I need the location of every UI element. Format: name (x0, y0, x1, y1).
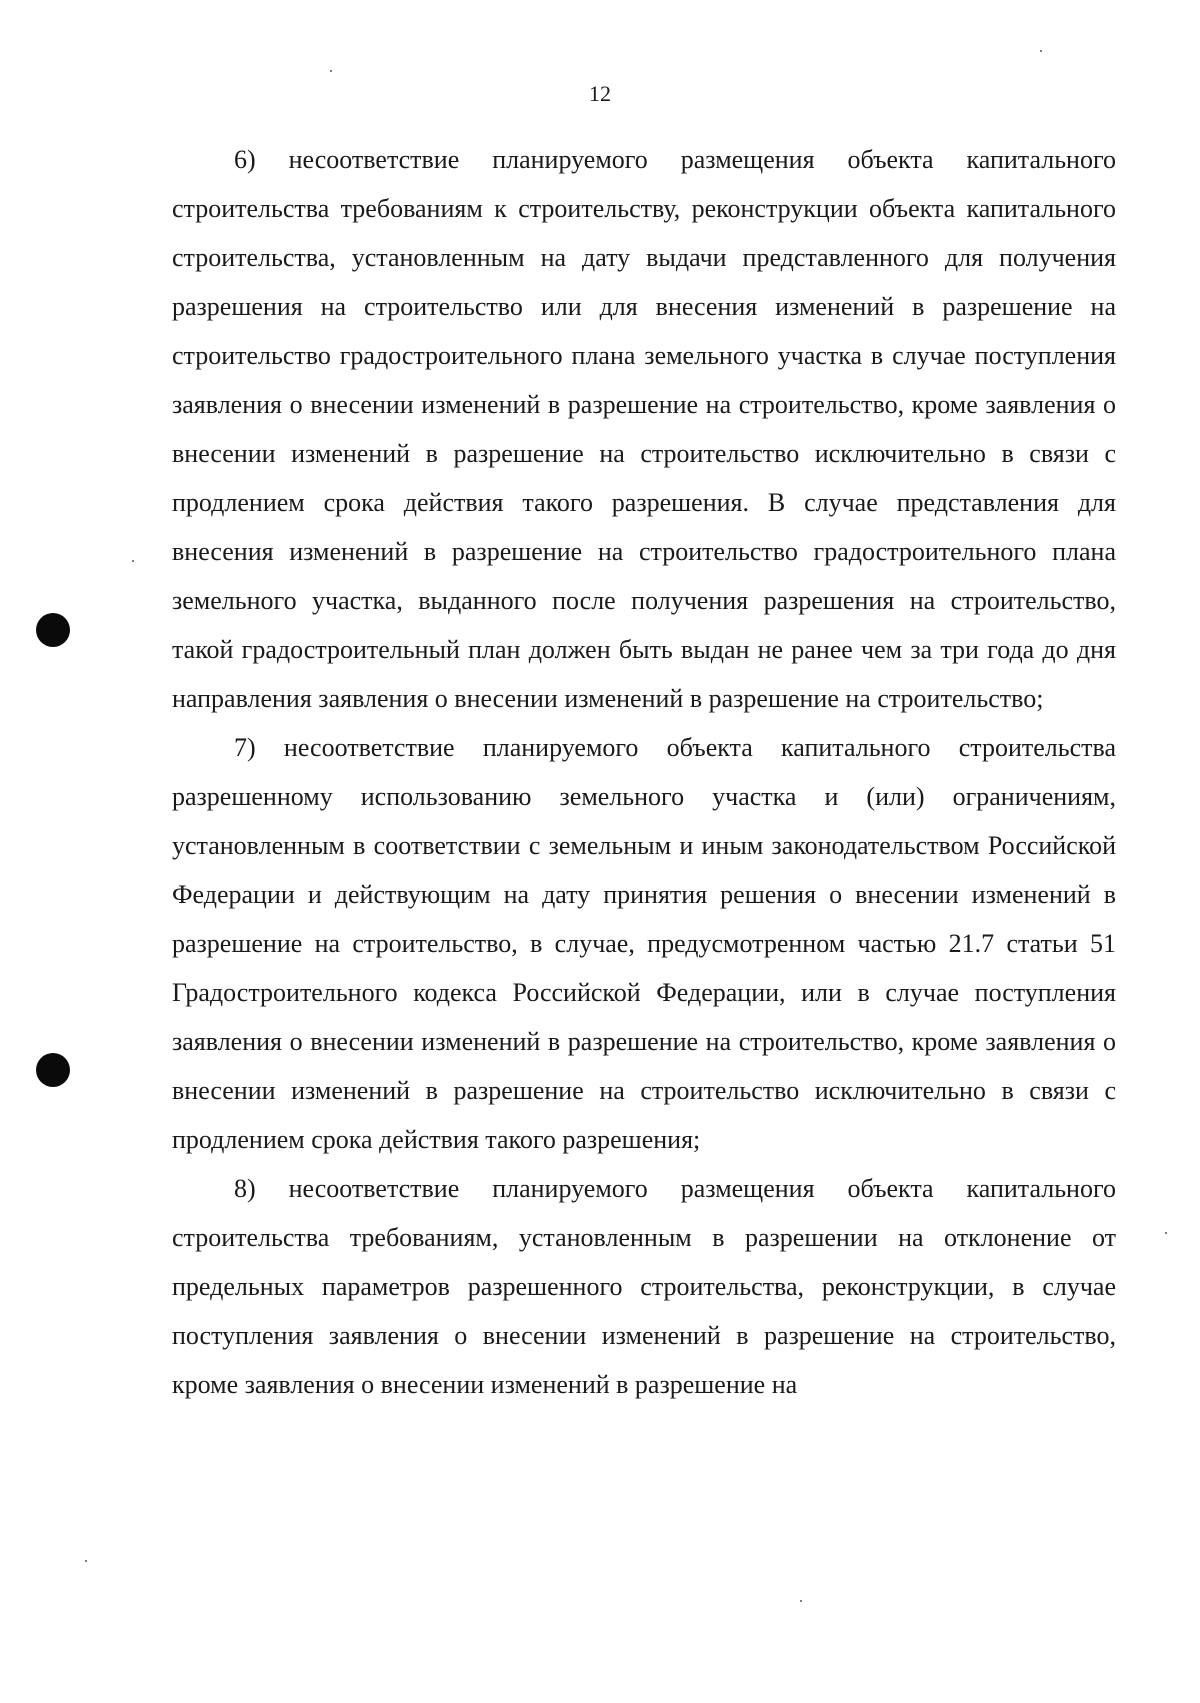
paragraph-item-7: 7) несоответствие планируемого объекта капитального строительства разрешенному использованию земельного участка и (или) ограничениям, установленным в соответствии с земельным и иным законодательством Российской Федерации и действующим на дату принятия решения о внесении изменений в разрешение на строительство, в случае, предусмотренном частью 21.7 статьи 51 Градостроительного кодекса Российской Федерации, или в случае поступления заявления о внесении изменений в разрешение на строительство, кроме заявления о внесении изменений в разрешение на строительство исключительно в связи с продлением срока действия такого разрешения; (172, 733, 1116, 1154)
scan-speck (1040, 50, 1042, 52)
paragraph-item-8: 8) несоответствие планируемого размещения объекта капитального строительства требованиям, установленным в разрешении на отклонение от предельных параметров разрешенного строительства, реконструкции, в случае поступления заявления о внесении изменений в разрешение на строительство, кроме заявления о внесении изменений в разрешение на (172, 1174, 1116, 1399)
scan-speck (85, 1560, 87, 1562)
paragraph-item-6: 6) несоответствие планируемого размещения объекта капитального строительства требованиям к строительству, реконструкции объекта капитального строительства, установленным на дату выдачи представленного для получения разрешения на строительство или для внесения изменений в разрешение на строительство градостроительного плана земельного участка в случае поступления заявления о внесении изменений в разрешение на строительство, кроме заявления о внесении изменений в разрешение на строительство исключительно в связи с продлением срока действия такого разрешения. В случае представления для внесения изменений в разрешение на строительство градостроительного плана земельного участка, выданного после получения разрешения на строительство, такой градостроительный план должен быть выдан не ранее чем за три года до дня направления заявления о внесении изменений в разрешение на строительство; (172, 145, 1116, 713)
page-number: 12 (589, 81, 611, 106)
punch-hole-mark (36, 1053, 70, 1087)
scan-speck (1165, 1232, 1167, 1234)
document-body (172, 135, 1116, 1409)
scan-speck (132, 560, 134, 562)
scan-speck (800, 1600, 802, 1602)
scan-speck (330, 70, 332, 72)
punch-hole-mark (36, 613, 70, 647)
